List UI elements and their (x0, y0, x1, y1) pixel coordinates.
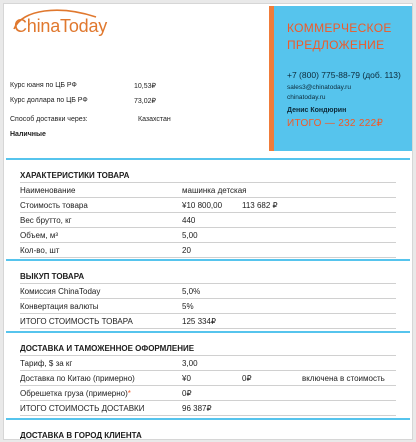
manager-phone[interactable]: +7 (800) 775-88-79 (доб. 113) (287, 70, 401, 80)
table-row (20, 284, 396, 299)
customs-section (6, 331, 410, 416)
delivery-cny: ¥0 (182, 373, 191, 383)
exchange-rates (10, 78, 156, 108)
rate-label: Курс доллара по ЦБ РФ (10, 97, 88, 104)
row-label: Комиссия ChinaToday (20, 286, 101, 296)
commercial-offer-document (3, 3, 413, 440)
offer-title-line: ПРЕДЛОЖЕНИЕ (287, 38, 385, 52)
footnote-mark: * (127, 388, 131, 398)
offer-title (287, 20, 403, 54)
table-row (20, 213, 396, 228)
row-label: Объем, м³ (20, 230, 59, 240)
offer-total: ИТОГО — 232 222₽ (287, 118, 384, 129)
table-row (20, 356, 396, 371)
row-value: 3,00 (182, 358, 198, 368)
city-delivery-section (6, 418, 410, 440)
row-label: Кол-во, шт (20, 245, 60, 255)
delivery-method-value: Казахстан (138, 116, 171, 123)
chinatoday-logo (10, 7, 110, 41)
row-value: 125 334₽ (182, 316, 217, 326)
payment-method: Наличные (10, 131, 46, 138)
offer-panel (269, 6, 413, 151)
table-row (20, 314, 396, 329)
table-row (20, 371, 396, 386)
table-row (20, 299, 396, 314)
manager-name: Денис Кондюрин (287, 107, 347, 114)
delivery-note: включена в стоимость (302, 373, 385, 383)
crating-label: Обрешетка груза (примерно) (20, 388, 128, 398)
row-label: Стоимость товара (20, 200, 88, 210)
row-value: 96 387₽ (182, 403, 212, 413)
rate-value: 10,53₽ (134, 82, 156, 90)
table-row (20, 228, 396, 243)
delivery-method-label: Способ доставки через: (10, 116, 88, 123)
table-row (20, 198, 396, 213)
manager-email[interactable]: sales3@chinatoday.ru (287, 84, 351, 91)
price-rub: 113 682 ₽ (242, 200, 278, 210)
offer-title-line: КОММЕРЧЕСКОЕ (287, 21, 392, 35)
row-label: Тариф, $ за кг (20, 358, 73, 368)
row-value: 5,00 (182, 230, 198, 240)
row-label: Вес брутто, кг (20, 215, 72, 225)
table-row (20, 243, 396, 258)
product-section (6, 158, 410, 258)
table-row (20, 401, 396, 416)
row-value: 5,0% (182, 286, 201, 296)
row-label: Доставка по Китаю (примерно) (20, 373, 135, 383)
section-title: ХАРАКТЕРИСТИКИ ТОВАРА (20, 169, 396, 183)
rate-label: Курс юаня по ЦБ РФ (10, 82, 77, 89)
rate-value: 73,02₽ (134, 97, 156, 105)
rate-row-cny (10, 78, 156, 93)
row-label: Наименование (20, 185, 76, 195)
table-row (20, 386, 396, 401)
company-site[interactable]: chinatoday.ru (287, 94, 326, 101)
row-label: Конвертация валюты (20, 301, 99, 311)
row-label: ИТОГО СТОИМОСТЬ ТОВАРА (20, 316, 133, 326)
row-value: 20 (182, 245, 191, 255)
section-title: ВЫКУП ТОВАРА (20, 270, 396, 284)
buyout-section (6, 259, 410, 329)
table-row (20, 183, 396, 198)
row-label: ИТОГО СТОИМОСТЬ ДОСТАВКИ (20, 403, 145, 413)
section-title: ДОСТАВКА В ГОРОД КЛИЕНТА (20, 431, 142, 440)
row-value: 440 (182, 215, 196, 225)
delivery-rub: 0₽ (242, 373, 252, 383)
delivery-method (10, 116, 246, 123)
row-value: машинка детская (182, 185, 247, 195)
rate-row-usd (10, 93, 156, 108)
row-value: 5% (182, 301, 194, 311)
section-title: ДОСТАВКА И ТАМОЖЕННОЕ ОФОРМЛЕНИЕ (20, 342, 396, 356)
document-header (4, 4, 412, 150)
logo-text: ChinaToday (14, 16, 108, 36)
row-value: 0₽ (182, 388, 192, 398)
price-cny: ¥10 800,00 (182, 200, 223, 210)
row-label (20, 389, 182, 398)
